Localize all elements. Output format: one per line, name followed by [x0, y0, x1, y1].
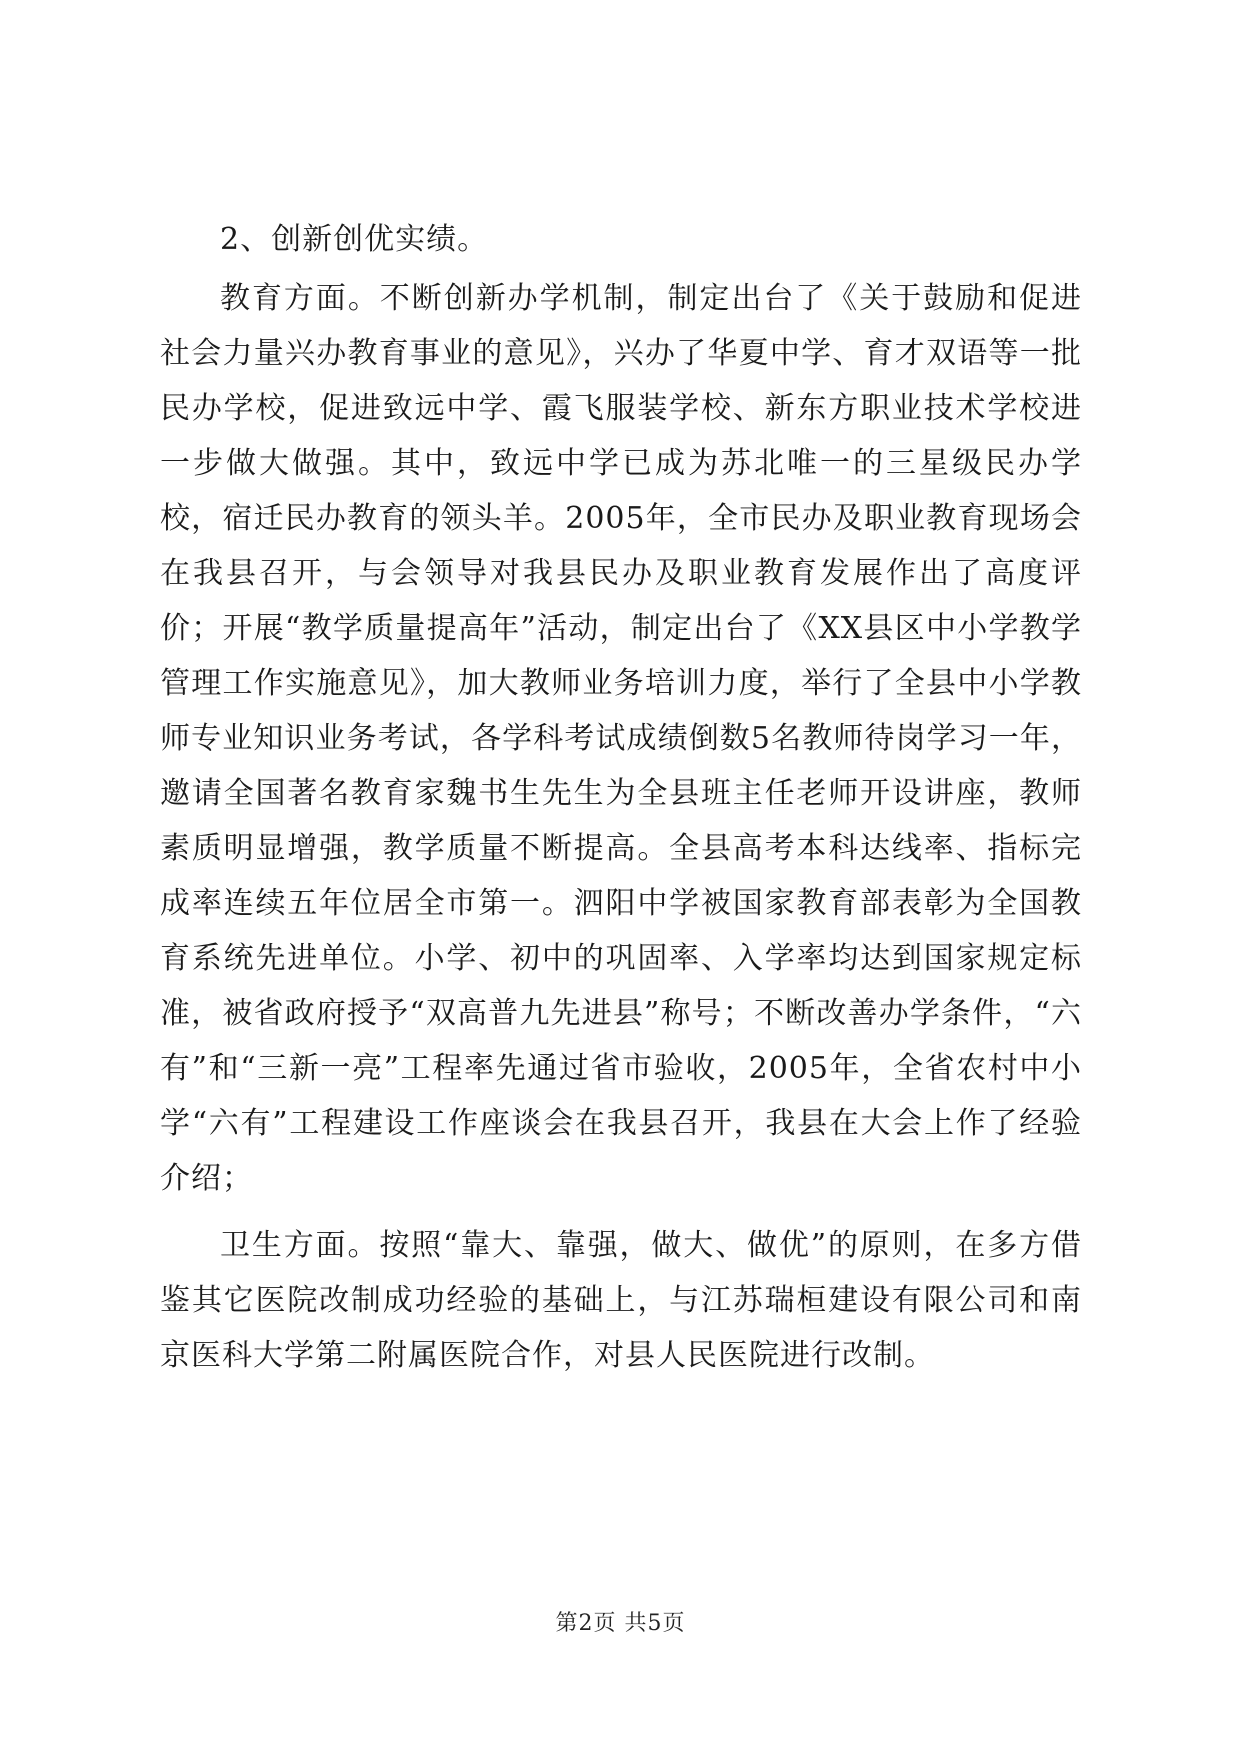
page-footer	[0, 1606, 1241, 1637]
document-body	[160, 212, 1082, 1395]
paragraph-health: 卫生方面。按照“靠大、靠强，做大、做优”的原则，在多方借鉴其它医院改制成功经验的基础上，与江苏瑞桓建设有限公司和南京医科大学第二附属医院合作，对县人民医院进行改制。	[160, 1228, 1082, 1373]
section-heading: 2、创新创优实绩。	[220, 222, 489, 257]
paragraph-education: 教育方面。不断创新办学机制，制定出台了《关于鼓励和促进社会力量兴办教育事业的意见》，兴办了华夏中学、育才双语等一批民办学校，促进致远中学、霞飞服装学校、新东方职业技术学校进一步做大做强。其中，致远中学已成为苏北唯一的三星级民办学校，宿迁民办教育的领头羊。2005年，全市民办及职业教育现场会在我县召开，与会领导对我县民办及职业教育发展作出了高度评价；开展“教学质量提高年”活动，制定出台了《XX县区中小学教学管理工作实施意见》，加大教师业务培训力度，举行了全县中小学教师专业知识业务考试，各学科考试成绩倒数5名教师待岗学习一年，邀请全国著名教育家魏书生先生为全县班主任老师开设讲座，教师素质明显增强，教学质量不断提高。全县高考本科达线率、指标完成率连续五年位居全市第一。泗阳中学被国家教育部表彰为全国教育系统先进单位。小学、初中的巩固率、入学率均达到国家规定标准，被省政府授予“双高普九先进县”称号；不断改善办学条件，“六有”和“三新一亮”工程率先通过省市验收，2005年，全省农村中小学“六有”工程建设工作座谈会在我县召开，我县在大会上作了经验介绍；	[160, 281, 1082, 1196]
page-number: 第2页 共5页	[555, 1611, 686, 1636]
